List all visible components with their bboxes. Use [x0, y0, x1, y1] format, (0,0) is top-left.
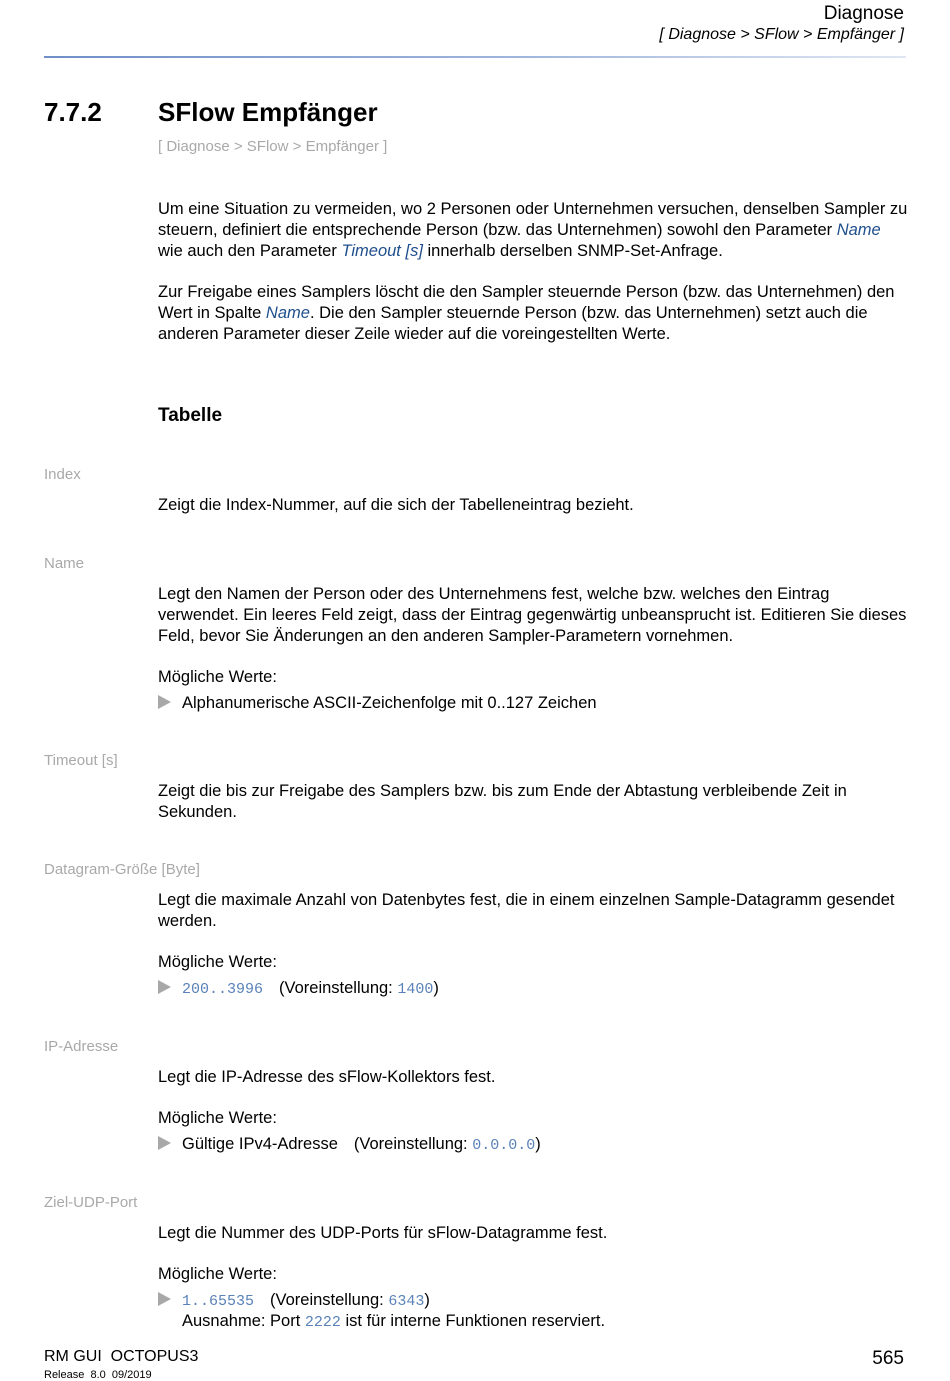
value-range: 200..3996	[182, 981, 264, 998]
value-item: Alphanumerische ASCII-Zeichenfolge mit 0..127 Zeichen	[158, 693, 597, 714]
param-label-udp-port: Ziel-UDP-Port	[44, 1194, 138, 1211]
parameter-reference-timeout[interactable]: Timeout [s]	[341, 241, 423, 260]
intro-paragraph-2: Zur Freigabe eines Samplers löscht die den Sampler steuernde Person (bzw. das Unternehmen) den Wert in Spalte Name. Die den Sampler steuernde Person (bzw. das Unternehmen) setzt auch die anderen Parameter dieser Zeile wieder auf die voreingestellten Werte.	[158, 283, 895, 343]
possible-values-label: Mögliche Werte:	[158, 953, 277, 971]
intro-paragraph-1: Um eine Situation zu vermeiden, wo 2 Personen oder Unternehmen versuchen, denselben Sampler zu steuern, definiert die entsprechende Person (bzw. das Unternehmen) sowohl den Parameter Name wie auch den Parameter Timeout [s] innerhalb derselben SNMP-Set-Anfrage.	[158, 200, 908, 260]
param-label-index: Index	[44, 466, 81, 483]
param-label-datagram-size: Datagram-Größe [Byte]	[44, 861, 200, 878]
possible-values-label: Mögliche Werte:	[158, 1265, 277, 1283]
bullet-triangle-icon	[158, 980, 171, 994]
parameter-reference-name[interactable]: Name	[836, 220, 881, 239]
param-desc-name: Legt den Namen der Person oder des Unternehmens fest, welche bzw. welches den Eintrag verwendet. Ein leeres Feld zeigt, dass der Eintrag gegenwärtig unbeansprucht ist. Editieren Sie dieses Feld, bevor Sie Änderungen an den anderen Sampler-Parametern vornehmen.	[158, 585, 907, 645]
page-number: 565	[872, 1348, 904, 1369]
header-breadcrumb: [ Diagnose > SFlow > Empfänger ]	[659, 26, 904, 43]
section-title: SFlow Empfänger	[158, 97, 378, 127]
possible-values-label: Mögliche Werte:	[158, 668, 277, 686]
param-desc-udp-port: Legt die Nummer des UDP-Ports für sFlow-Datagramme fest.	[158, 1224, 608, 1242]
bullet-triangle-icon	[158, 695, 171, 709]
param-desc-ip-address: Legt die IP-Adresse des sFlow-Kollektors fest.	[158, 1068, 496, 1086]
param-desc-datagram-size: Legt die maximale Anzahl von Datenbytes fest, die in einem einzelnen Sample-Datagramm gesendet werden.	[158, 891, 895, 930]
section-breadcrumb: [ Diagnose > SFlow > Empfänger ]	[158, 138, 388, 155]
bullet-triangle-icon	[158, 1136, 171, 1150]
header-divider	[44, 56, 906, 58]
table-heading: Tabelle	[158, 405, 223, 426]
footer-release: Release 8.0 09/2019	[44, 1369, 152, 1381]
param-desc-index: Zeigt die Index-Nummer, auf die sich der Tabelleneintrag bezieht.	[158, 496, 634, 514]
default-value: 6343	[388, 1293, 425, 1310]
parameter-reference-name[interactable]: Name	[265, 303, 310, 322]
default-value: 0.0.0.0	[472, 1137, 536, 1154]
footer-document-name: RM GUI OCTOPUS3	[44, 1348, 199, 1365]
param-label-timeout: Timeout [s]	[44, 752, 118, 769]
section-number: 7.7.2	[44, 97, 102, 127]
value-range: 1..65535	[182, 1293, 255, 1310]
value-item: 200..3996 (Voreinstellung: 1400)	[158, 978, 439, 1001]
param-desc-timeout: Zeigt die bis zur Freigabe des Samplers bzw. bis zum Ende der Abtastung verbleibende Zeit in Sekunden.	[158, 782, 847, 821]
value-exception-note: Ausnahme: Port 2222 ist für interne Funktionen reserviert.	[182, 1312, 606, 1331]
default-value: 1400	[397, 981, 434, 998]
possible-values-label: Mögliche Werte:	[158, 1109, 277, 1127]
header-chapter-title: Diagnose	[823, 3, 904, 24]
param-label-ip-address: IP-Adresse	[44, 1038, 119, 1055]
param-label-name: Name	[44, 555, 85, 572]
value-item: 1..65535 (Voreinstellung: 6343)	[158, 1290, 430, 1313]
reserved-port: 2222	[304, 1314, 341, 1331]
bullet-triangle-icon	[158, 1292, 171, 1306]
value-item: Gültige IPv4-Adresse (Voreinstellung: 0.0.0.0)	[158, 1134, 541, 1157]
